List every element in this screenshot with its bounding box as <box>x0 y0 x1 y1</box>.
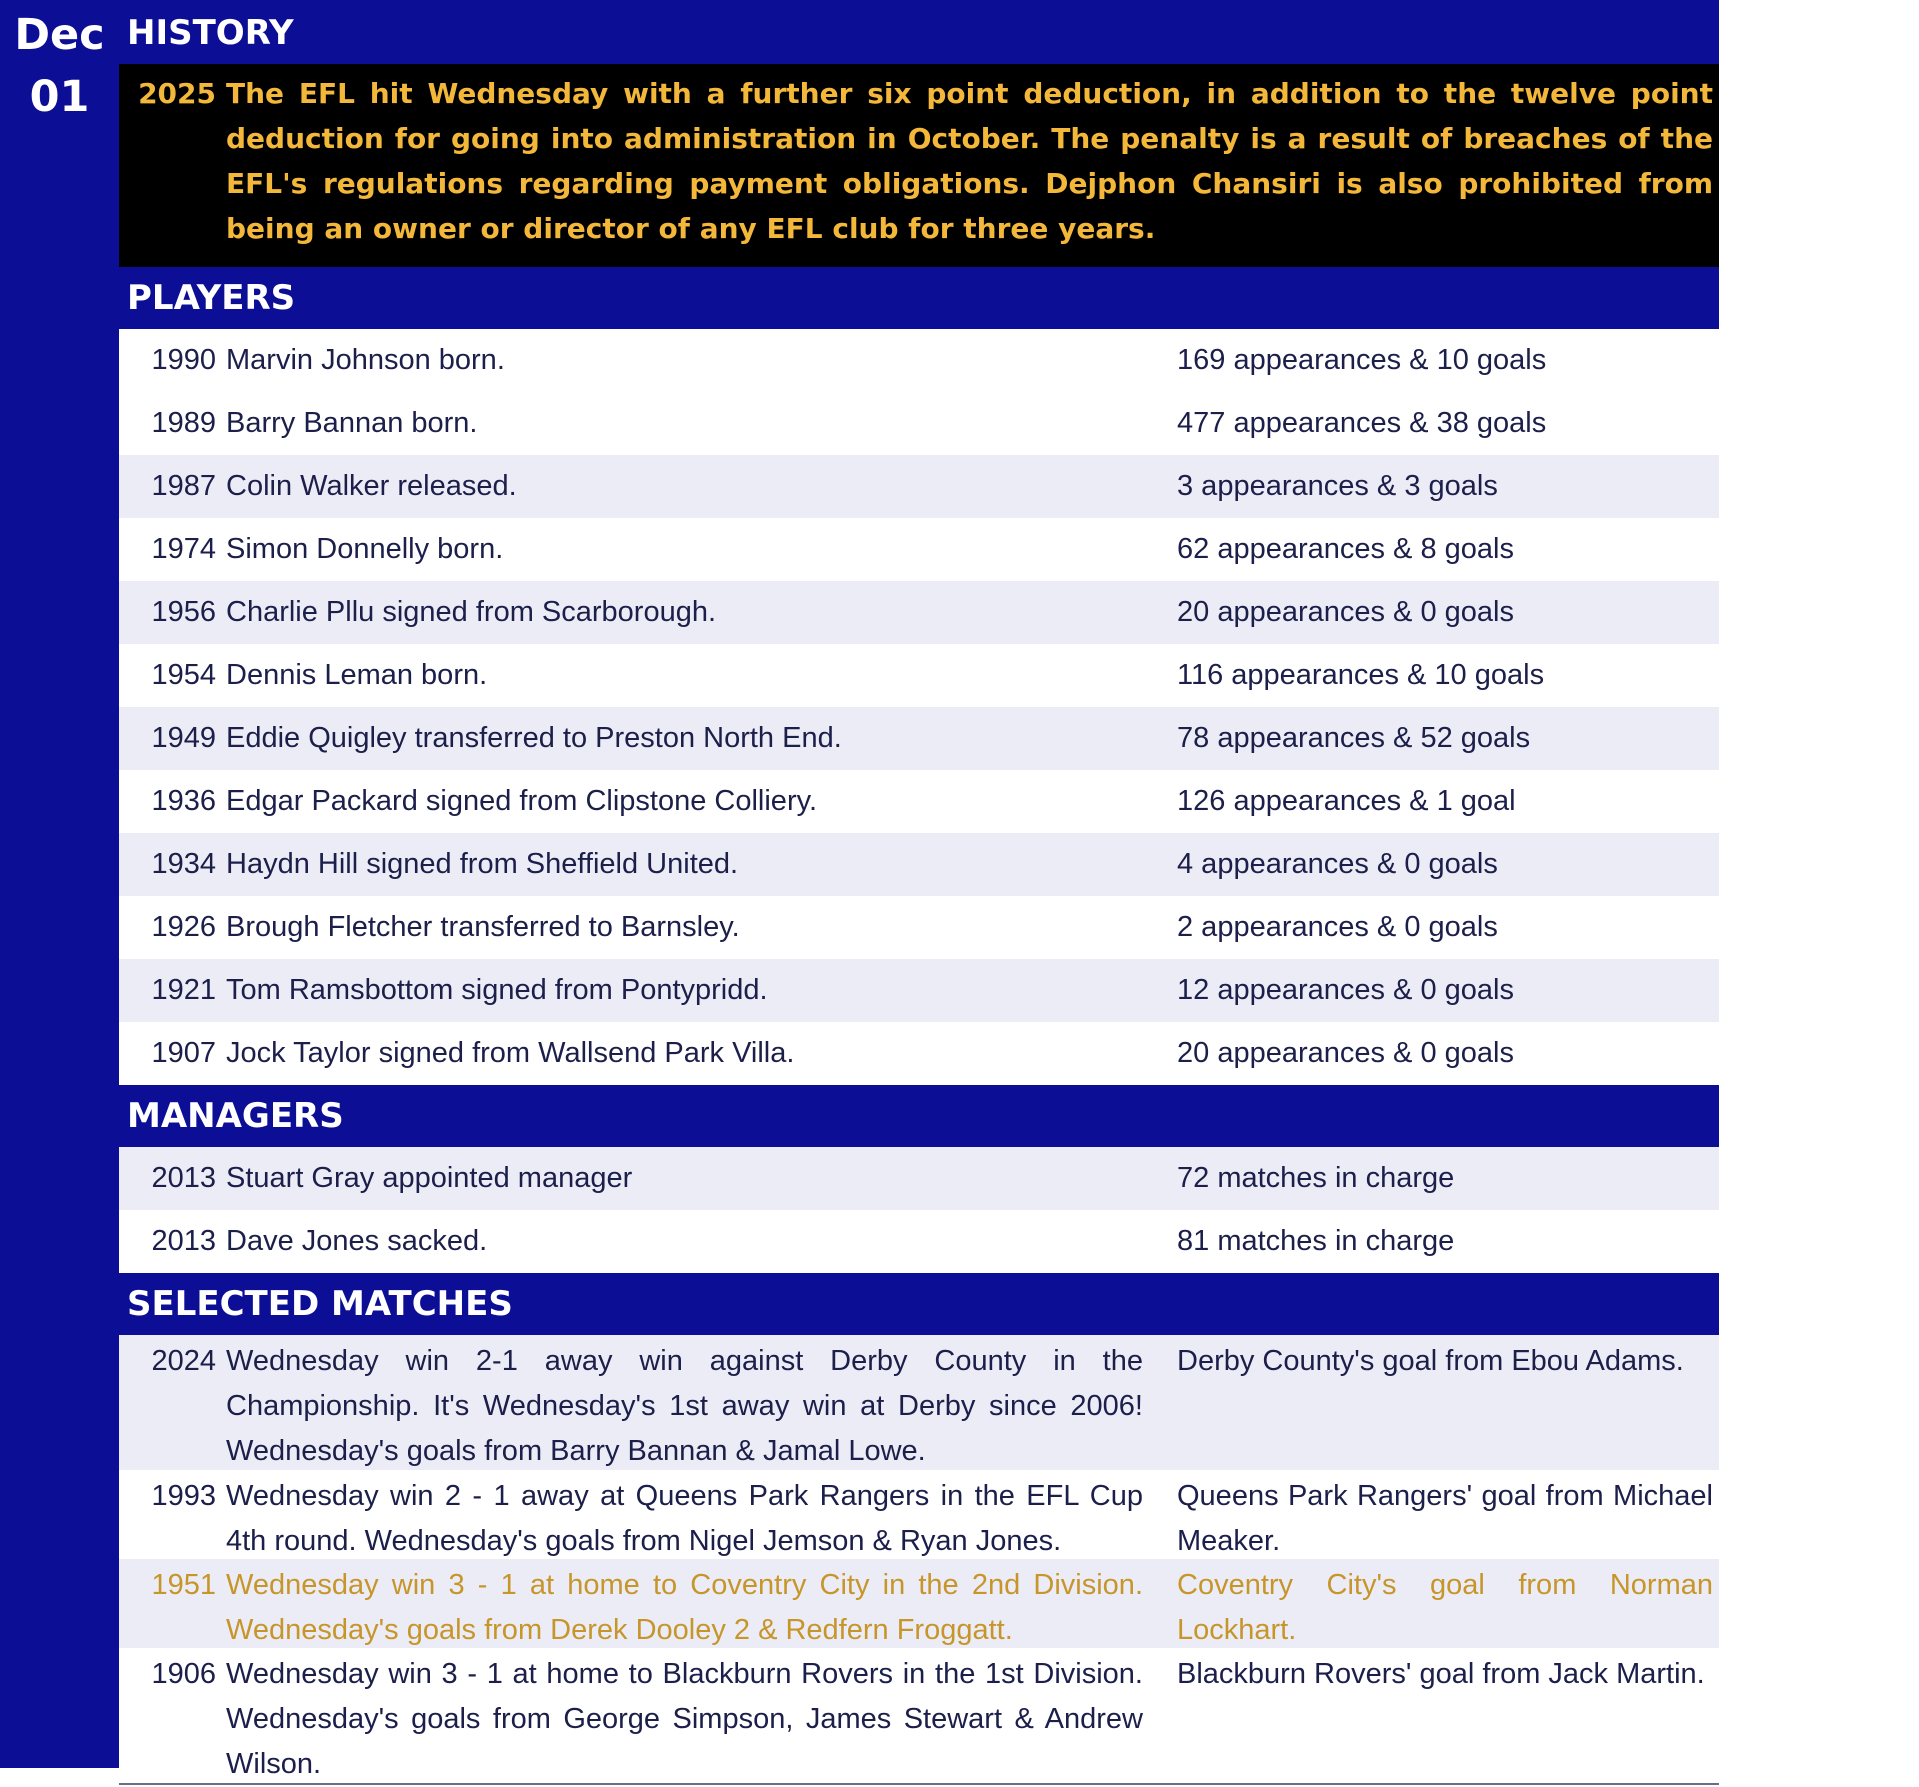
row-stat: 4 appearances & 0 goals <box>1177 848 1498 880</box>
players-header: PLAYERS <box>119 267 1719 329</box>
row-stat: 72 matches in charge <box>1177 1162 1455 1194</box>
players-list <box>119 329 1719 1085</box>
row-text: Brough Fletcher transferred to Barnsley. <box>226 911 740 943</box>
table-row <box>119 707 1719 770</box>
date-month: Dec <box>14 10 105 60</box>
history-text: The EFL hit Wednesday with a further six point deduction, in addition to the twelve point deduction for going into administration in October. The penalty is a result of breaches of the EFL's regulations regarding payment obligations. Dejphon Chansiri is also prohibited from being an owner or director of any EFL club for three years. <box>226 77 1713 245</box>
row-year: 1936 <box>151 785 216 817</box>
row-text: Edgar Packard signed from Clipstone Colliery. <box>226 785 818 817</box>
row-text: Dennis Leman born. <box>226 659 488 691</box>
table-row <box>119 770 1719 833</box>
row-year: 1907 <box>151 1037 216 1069</box>
history-entry <box>119 64 1719 267</box>
row-text: Marvin Johnson born. <box>226 344 505 376</box>
row-year: 1990 <box>151 344 216 376</box>
matches-list <box>119 1335 1719 1783</box>
row-year: 1989 <box>151 407 216 439</box>
table-row <box>119 644 1719 707</box>
table-row <box>119 1648 1719 1783</box>
row-text: Dave Jones sacked. <box>226 1225 488 1257</box>
row-stat: Queens Park Rangers' goal from Michael Meaker. <box>1177 1480 1713 1557</box>
row-stat: Coventry City's goal from Norman Lockhart. <box>1177 1569 1713 1646</box>
table-row <box>119 581 1719 644</box>
table-row <box>119 1559 1719 1648</box>
row-year: 1921 <box>151 974 216 1006</box>
table-row <box>119 518 1719 581</box>
matches-header: SELECTED MATCHES <box>119 1273 1719 1335</box>
managers-list <box>119 1147 1719 1273</box>
row-text: Wednesday win 2-1 away win against Derby County in the Championship. It's Wednesday's 1st away win at Derby since 2006! Wednesday's goals from Barry Bannan & Jamal Lowe. <box>226 1345 1143 1467</box>
bottom-divider <box>119 1783 1719 1785</box>
row-year: 2013 <box>151 1162 216 1194</box>
row-stat: Derby County's goal from Ebou Adams. <box>1177 1345 1684 1377</box>
row-year: 1954 <box>151 659 216 691</box>
history-year: 2025 <box>138 77 216 110</box>
table-row <box>119 329 1719 392</box>
row-text: Wednesday win 3 - 1 at home to Blackburn Rovers in the 1st Division. Wednesday's goals from George Simpson, James Stewart & Andrew Wilson. <box>226 1658 1143 1780</box>
row-stat: 3 appearances & 3 goals <box>1177 470 1498 502</box>
row-text: Stuart Gray appointed manager <box>226 1162 633 1194</box>
row-text: Eddie Quigley transferred to Preston North End. <box>226 722 842 754</box>
row-year: 1906 <box>151 1658 216 1690</box>
date-day: 01 <box>29 72 90 122</box>
row-year: 2013 <box>151 1225 216 1257</box>
row-year: 1951 <box>151 1569 216 1601</box>
row-year: 1993 <box>151 1480 216 1512</box>
row-stat: 78 appearances & 52 goals <box>1177 722 1531 754</box>
row-stat: 126 appearances & 1 goal <box>1177 785 1516 817</box>
row-text: Simon Donnelly born. <box>226 533 504 565</box>
row-stat: 169 appearances & 10 goals <box>1177 344 1547 376</box>
history-header: HISTORY <box>119 2 1719 64</box>
table-row <box>119 455 1719 518</box>
row-text: Jock Taylor signed from Wallsend Park Villa. <box>226 1037 795 1069</box>
row-text: Colin Walker released. <box>226 470 517 502</box>
table-row <box>119 1470 1719 1559</box>
row-stat: 477 appearances & 38 goals <box>1177 407 1547 439</box>
row-text: Tom Ramsbottom signed from Pontypridd. <box>226 974 768 1006</box>
row-year: 1934 <box>151 848 216 880</box>
row-year: 1987 <box>151 470 216 502</box>
managers-header: MANAGERS <box>119 1085 1719 1147</box>
row-year: 1949 <box>151 722 216 754</box>
table-row <box>119 896 1719 959</box>
row-text: Wednesday win 3 - 1 at home to Coventry City in the 2nd Division. Wednesday's goals from Derek Dooley 2 & Redfern Froggatt. <box>226 1569 1143 1646</box>
table-row <box>119 1335 1719 1470</box>
row-stat: 81 matches in charge <box>1177 1225 1455 1257</box>
row-text: Charlie Pllu signed from Scarborough. <box>226 596 717 628</box>
row-year: 1956 <box>151 596 216 628</box>
row-year: 1974 <box>151 533 216 565</box>
table-row <box>119 392 1719 455</box>
date-sidebar <box>0 0 119 1768</box>
row-stat: 20 appearances & 0 goals <box>1177 1037 1514 1069</box>
row-year: 1926 <box>151 911 216 943</box>
row-text: Haydn Hill signed from Sheffield United. <box>226 848 739 880</box>
row-year: 2024 <box>151 1345 216 1377</box>
row-stat: Blackburn Rovers' goal from Jack Martin. <box>1177 1658 1705 1690</box>
main-content <box>119 0 1719 1785</box>
row-text: Wednesday win 2 - 1 away at Queens Park Rangers in the EFL Cup 4th round. Wednesday's goals from Nigel Jemson & Ryan Jones. <box>226 1480 1143 1557</box>
row-stat: 2 appearances & 0 goals <box>1177 911 1498 943</box>
table-row <box>119 959 1719 1022</box>
table-row <box>119 1147 1719 1210</box>
row-stat: 62 appearances & 8 goals <box>1177 533 1514 565</box>
row-stat: 12 appearances & 0 goals <box>1177 974 1514 1006</box>
table-row <box>119 833 1719 896</box>
row-stat: 20 appearances & 0 goals <box>1177 596 1514 628</box>
row-text: Barry Bannan born. <box>226 407 478 439</box>
row-stat: 116 appearances & 10 goals <box>1177 659 1545 691</box>
table-row <box>119 1210 1719 1273</box>
table-row <box>119 1022 1719 1085</box>
